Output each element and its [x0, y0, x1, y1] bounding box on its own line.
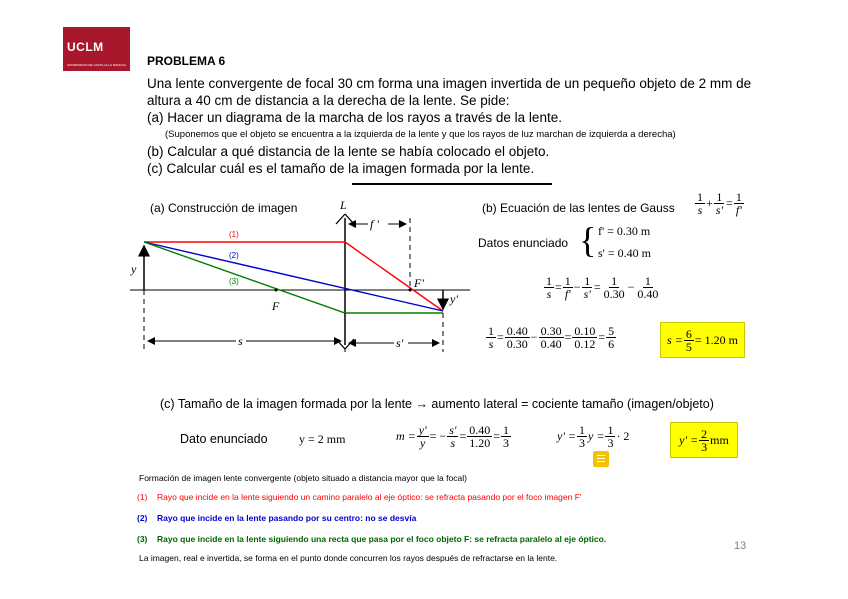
- ray-2-label: (2): [229, 251, 239, 260]
- statement-line-5: (c) Calcular cuál es el tamaño de la imagen formada por la lente.: [147, 161, 535, 176]
- dato-s: s' = 0.40 m: [598, 246, 651, 260]
- section-a-title: (a) Construcción de imagen: [150, 201, 298, 215]
- statement-line-4: (b) Calcular a qué distancia de la lente se había colocado el objeto.: [147, 144, 550, 159]
- uclm-logo: [63, 27, 130, 71]
- caption-0: Formación de imagen lente convergente (objeto situado a distancia mayor que la focal): [139, 473, 467, 483]
- brace-icon: {: [579, 220, 597, 260]
- statement-line-2: altura a 40 cm de distancia a la derecha de la lente. Se pide:: [147, 93, 510, 108]
- equation-3: $\frac{1}{s}$ = $\frac{0.40}{0.30}$ − $\frac{0.30}{0.40}$ = $\frac{0.10}{0.12}$ = $\frac{5}{6}$: [488, 324, 615, 351]
- caption-3-num: (3): [137, 534, 148, 544]
- caption-2-num: (2): [137, 513, 148, 523]
- label-F: F: [272, 299, 280, 313]
- label-s: s: [238, 334, 243, 348]
- magnification-equation: m = $\frac{y'}{y}$ = − $\frac{s'}{s}$ = $\frac{0.40}{1.20}$ = $\frac{1}{3}$: [396, 423, 510, 450]
- caption-1-num: (1): [137, 492, 148, 502]
- image-height-equation: y' = $\frac{1}{3}$ y = $\frac{1}{3}$ · 2: [557, 423, 630, 450]
- label-Fp: F': [414, 276, 424, 290]
- ray-2: [144, 242, 443, 311]
- label-yp: y': [450, 292, 458, 306]
- caption-1: Rayo que incide en la lente siguiendo un camino paralelo al eje óptico: se refracta pasando por el foco imagen F': [157, 492, 582, 502]
- section-c-title: (c) Tamaño de la imagen formada por la lente → aumento lateral = cociente tamaño (imagen/objeto): [160, 397, 714, 411]
- logo-text: UCLM: [67, 40, 104, 54]
- logo-subtitle: UNIVERSIDAD DE CASTILLA-LA MANCHA: [67, 63, 126, 67]
- result-yp: y' = $\frac{2}{3}$ mm: [670, 422, 738, 458]
- dato-f: f' = 0.30 m: [598, 224, 651, 238]
- ray-diagram: [128, 192, 478, 362]
- result-s: s = $\frac{6}{5}$ = 1.20 m: [660, 322, 745, 358]
- lens-arrow-bottom-2: [345, 339, 354, 349]
- lens-arrow-top-2: [345, 214, 354, 224]
- label-y: y: [131, 262, 137, 276]
- comment-note-icon[interactable]: [593, 451, 609, 467]
- caption-3: Rayo que incide en la lente siguiendo una recta que pasa por el foco objeto F: se refracta paralelo al eje óptico.: [157, 534, 607, 544]
- dato-enunciado-c: Dato enunciado: [180, 432, 268, 446]
- lens-arrow-top: [336, 214, 345, 224]
- statement-line-1: Una lente convergente de focal 30 cm forma una imagen invertida de un pequeño objeto de 2 mm de: [147, 76, 752, 91]
- ray-3-label: (3): [229, 277, 239, 286]
- label-fp: f ': [370, 217, 379, 231]
- divider-rule: [352, 183, 552, 185]
- label-sp: s': [396, 336, 404, 350]
- focal-point-F: [275, 289, 278, 292]
- caption-2: Rayo que incide en la lente pasando por su centro: no se desvía: [157, 513, 417, 523]
- statement-line-3: (a) Hacer un diagrama de la marcha de los rayos a través de la lente.: [147, 110, 562, 125]
- problem-statement: [147, 75, 763, 177]
- datos-label: Datos enunciado: [478, 236, 569, 250]
- statement-note: (Suponemos que el objeto se encuentra a la izquierda de la lente y que los rayos de luz marchan de izquierda a derecha): [165, 129, 676, 140]
- problem-title: PROBLEMA 6: [147, 54, 226, 68]
- dato-y: y = 2 mm: [299, 432, 346, 446]
- ray-1-label: (1): [229, 230, 239, 239]
- page-number: 13: [734, 540, 747, 552]
- label-L: L: [340, 198, 347, 212]
- gauss-equation: $\frac{1}{s}$ + $\frac{1}{s'}$ = $\frac{1}{f'}$: [697, 190, 742, 217]
- caption-4: La imagen, real e invertida, se forma en el punto donde concurren los rayos después de refractarse en la lente.: [139, 553, 558, 563]
- equation-2: $\frac{1}{s}$ = $\frac{1}{f'}$ − $\frac{1}{s'}$ = $\frac{1}{0.30}$ − $\frac{1}{0.40}$: [546, 274, 659, 301]
- section-b-title: (b) Ecuación de las lentes de Gauss: [482, 201, 675, 215]
